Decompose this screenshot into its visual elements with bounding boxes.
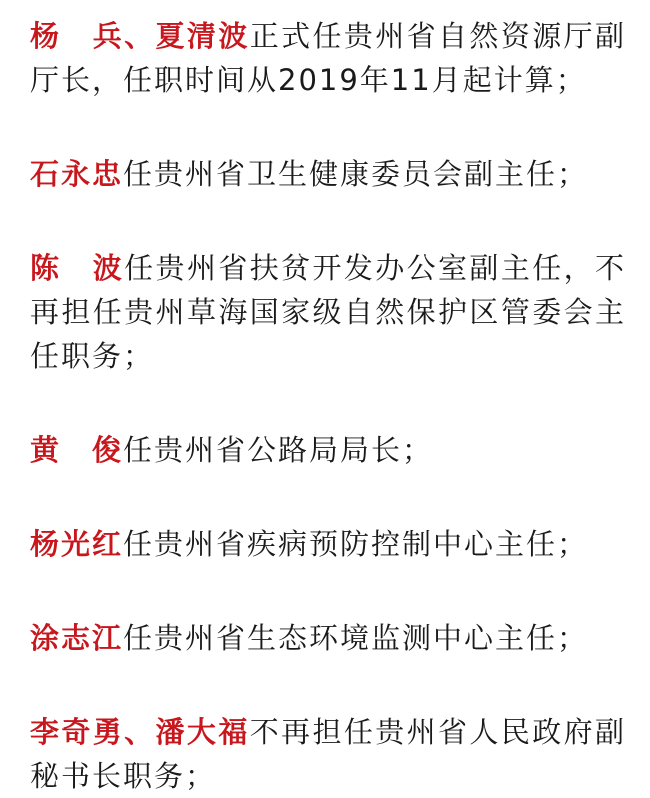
person-names: 涂志江 bbox=[30, 621, 124, 655]
announcement-paragraph bbox=[30, 710, 626, 798]
person-names: 石永忠 bbox=[30, 157, 124, 191]
announcement-paragraph bbox=[30, 522, 626, 566]
announcement-paragraph bbox=[30, 428, 626, 472]
person-names: 李奇勇、潘大福 bbox=[30, 715, 250, 749]
announcement-paragraph bbox=[30, 246, 626, 378]
announcement-paragraph bbox=[30, 14, 626, 102]
person-names: 杨光红 bbox=[30, 527, 124, 561]
person-names: 黄 俊 bbox=[30, 433, 124, 467]
announcement-paragraph bbox=[30, 152, 626, 196]
person-names: 陈 波 bbox=[30, 251, 125, 285]
appointment-text: 不再担任贵州省人民政府副秘书长职务； bbox=[30, 715, 626, 793]
appointment-text: 任贵州省疾病预防控制中心主任； bbox=[123, 527, 589, 561]
announcement-paragraph bbox=[30, 616, 626, 660]
person-names: 杨 兵、夏清波 bbox=[30, 19, 250, 53]
appointment-text: 任贵州省生态环境监测中心主任； bbox=[123, 621, 589, 655]
appointment-text: 正式任贵州省自然资源厅副厅长，任职时间从2019年11月起计算； bbox=[30, 19, 626, 97]
appointment-text: 任贵州省扶贫开发办公室副主任，不再担任贵州草海国家级自然保护区管委会主任职务； bbox=[30, 251, 626, 373]
appointment-text: 任贵州省公路局局长； bbox=[123, 433, 434, 467]
appointment-text: 任贵州省卫生健康委员会副主任； bbox=[123, 157, 589, 191]
